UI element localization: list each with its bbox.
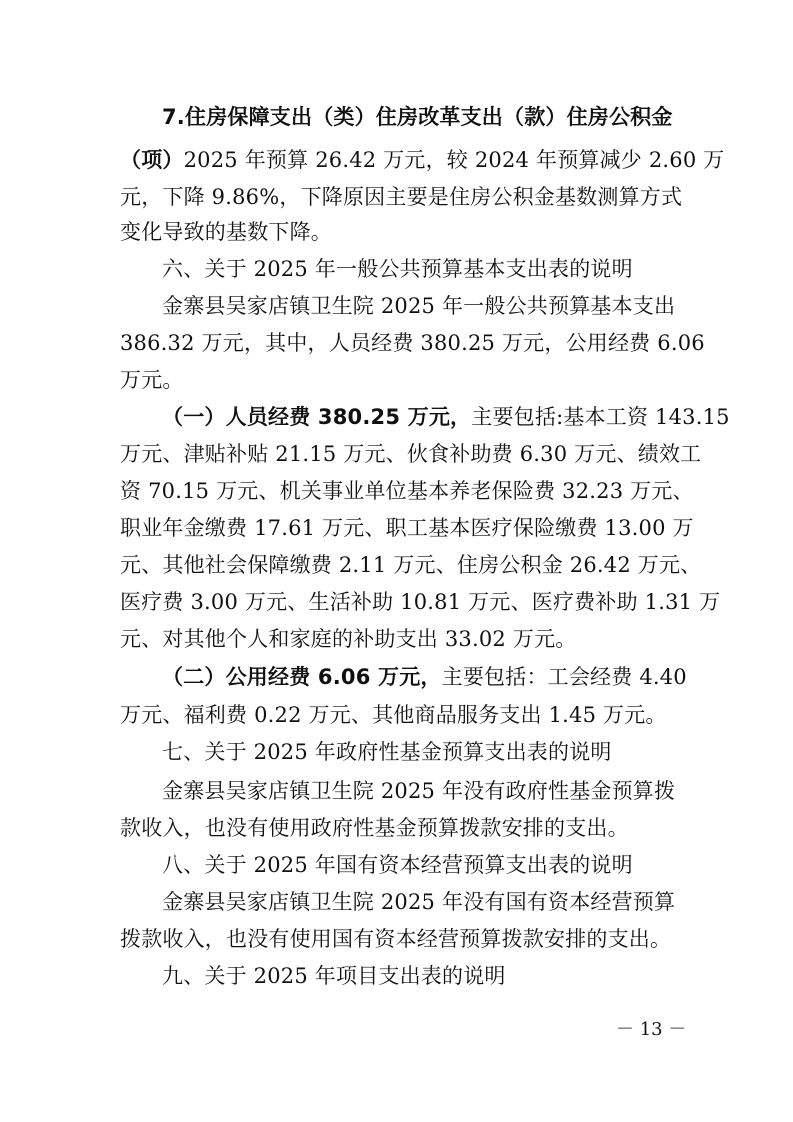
paragraph-line-16 (162, 662, 687, 692)
line-text: 资 70.15 万元、机关事业单位基本养老保险费 32.23 万元、 (120, 479, 694, 503)
paragraph-line-8 (120, 365, 680, 395)
line-text: 职业年金缴费 17.61 万元、职工基本医疗保险缴费 13.00 万 (120, 516, 694, 540)
paragraph-line-4 (120, 217, 680, 247)
line-text: 九、关于 2025 年项目支出表的说明 (162, 964, 506, 988)
line-text: 元，下降 9.86%，下降原因主要是住房公积金基数测算方式 (120, 185, 683, 209)
paragraph-line-23 (120, 924, 680, 954)
paragraph-line-3 (120, 182, 683, 212)
paragraph-line-20 (120, 813, 680, 843)
line-text: 386.32 万元，其中，人员经费 380.25 万元，公用经费 6.06 (120, 331, 705, 355)
page-number: － 13 － (616, 1019, 687, 1040)
line-text: 万元。 (120, 368, 184, 392)
paragraph-line-12 (120, 513, 694, 543)
line-text: 元、对其他个人和家庭的补助支出 33.02 万元。 (120, 627, 577, 651)
line-text: 七、关于 2025 年政府性基金预算支出表的说明 (162, 740, 612, 764)
bold-heading: （项） (120, 148, 184, 172)
paragraph-line-15 (120, 624, 680, 654)
line-text: 医疗费 3.00 万元、生活补助 10.81 万元、医疗费补助 1.31 万 (120, 590, 721, 614)
line-text: 2025 年预算 26.42 万元，较 2024 年预算减少 2.60 万 (183, 148, 725, 172)
line-text: 款收入，也没有使用政府性基金预算拨款安排的支出。 (120, 816, 629, 840)
paragraph-line-6 (162, 291, 680, 321)
paragraph-line-19 (162, 776, 680, 806)
section-heading (162, 961, 680, 991)
section-heading (162, 737, 680, 767)
line-text: 八、关于 2025 年国有资本经营预算支出表的说明 (162, 853, 633, 877)
line-text: 变化导致的基数下降。 (120, 220, 332, 244)
bold-heading: （二）公用经费 6.06 万元， (162, 665, 442, 689)
section-heading (162, 254, 680, 284)
paragraph-line-2 (120, 145, 725, 175)
line-text: 元、其他社会保障缴费 2.11 万元、住房公积金 26.42 万元、 (120, 553, 702, 577)
line-text: 金寨县吴家店镇卫生院 2025 年没有政府性基金预算拨 (162, 779, 676, 803)
paragraph-line-17 (120, 700, 680, 730)
line-text: 拨款收入，也没有使用国有资本经营预算拨款安排的支出。 (120, 927, 672, 951)
paragraph-line-22 (162, 887, 680, 917)
line-text: 金寨县吴家店镇卫生院 2025 年没有国有资本经营预算 (162, 890, 676, 914)
line-text: 万元、津贴补贴 21.15 万元、伙食补助费 6.30 万元、绩效工 (120, 442, 702, 466)
line-text: 金寨县吴家店镇卫生院 2025 年一般公共预算基本支出 (162, 294, 676, 318)
paragraph-line-11 (120, 476, 694, 506)
line-text: 主要包括：工会经费 4.40 (441, 665, 687, 689)
paragraph-line-13 (120, 550, 702, 580)
paragraph-line-1 (162, 102, 680, 132)
paragraph-line-7 (120, 328, 705, 358)
section-heading (162, 850, 680, 880)
line-text: 万元、福利费 0.22 万元、其他商品服务支出 1.45 万元。 (120, 703, 667, 727)
line-text: 主要包括:基本工资 143.15 (471, 405, 730, 429)
paragraph-line-14 (120, 587, 721, 617)
bold-heading: 7.住房保障支出（类）住房改革支出（款）住房公积金 (162, 105, 673, 129)
paragraph-line-10 (120, 439, 702, 469)
bold-heading: （一）人员经费 380.25 万元， (162, 405, 472, 429)
paragraph-line-9 (162, 402, 730, 432)
line-text: 六、关于 2025 年一般公共预算基本支出表的说明 (162, 257, 633, 281)
